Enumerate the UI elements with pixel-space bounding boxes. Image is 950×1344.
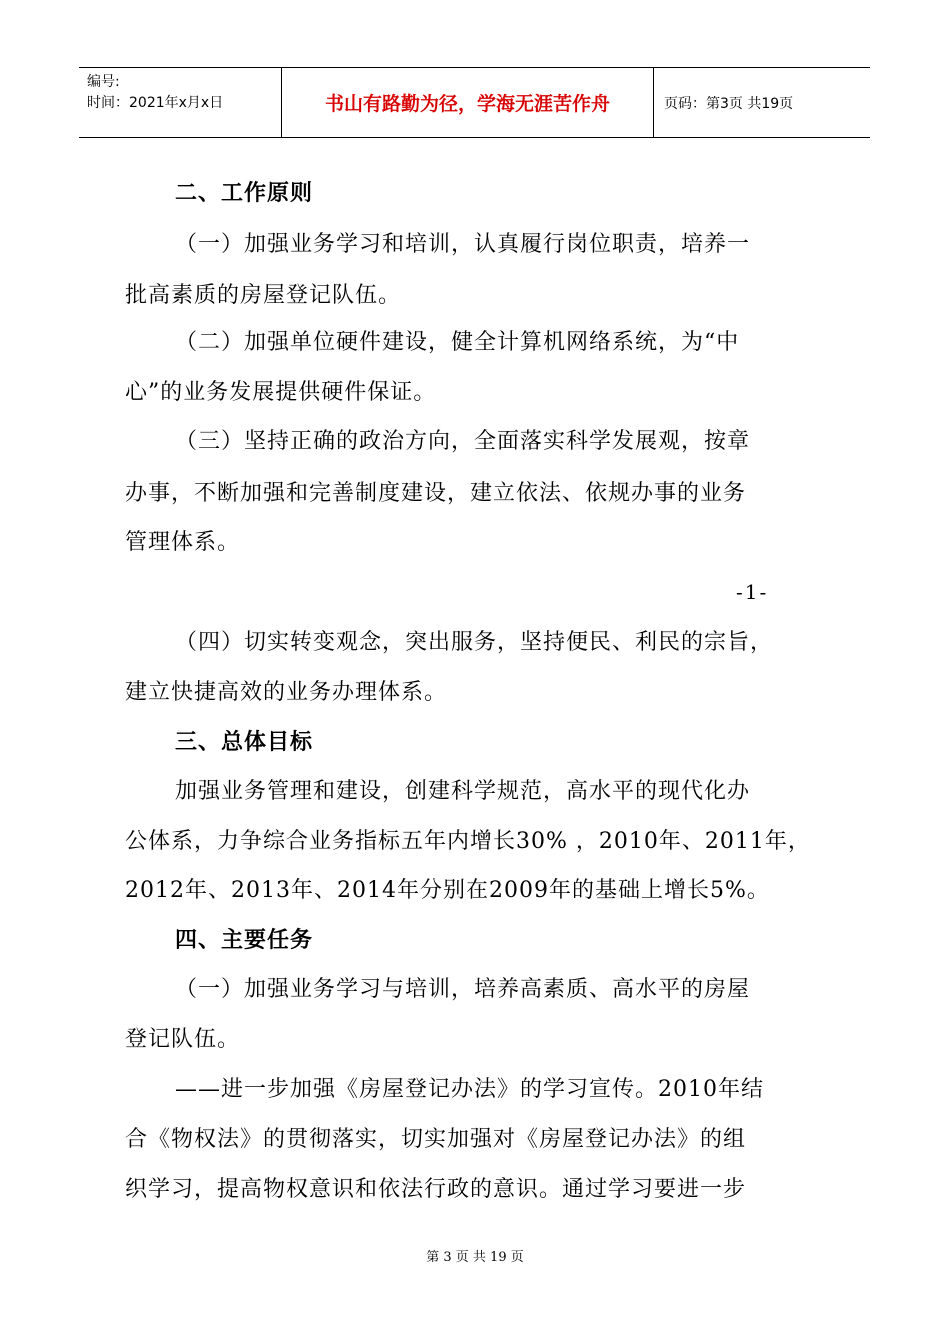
header-page-info: 页码：第3页 共19页 (664, 95, 794, 112)
section-heading-goals: 三、总体目标 (175, 729, 314, 755)
paragraph-line: 管理体系。 (125, 530, 241, 555)
paragraph-line: （三）坚持正确的政治方向，全面落实科学发展观，按章 (175, 429, 751, 454)
paragraph-line: 织学习，提高物权意识和依法行政的意识。通过学习要进一步 (125, 1177, 747, 1202)
paragraph-line: 办事，不断加强和完善制度建设，建立依法、依规办事的业务 (125, 481, 747, 506)
paragraph-line: （二）加强单位硬件建设，健全计算机网络系统，为“中 (175, 330, 740, 355)
paragraph-line: （一）加强业务学习与培训，培养高素质、高水平的房屋 (175, 977, 751, 1002)
paragraph-line: （一）加强业务学习和培训，认真履行岗位职责，培养一 (175, 232, 751, 257)
section-heading-tasks: 四、主要任务 (175, 927, 314, 953)
paragraph-line: （四）切实转变观念，突出服务，坚持便民、利民的宗旨， (175, 630, 774, 655)
document-date: 时间：2021年x月x日 (87, 95, 224, 111)
paragraph-line: 公体系，力争综合业务指标五年内增长30% ，2010年、2011年， (125, 829, 811, 854)
document-number-label: 编号: (87, 74, 120, 90)
paragraph-line: 建立快捷高效的业务办理体系。 (125, 680, 448, 705)
paragraph-line: 登记队伍。 (125, 1027, 241, 1052)
document-header (79, 67, 870, 138)
paragraph-line: 合《物权法》的贯彻落实，切实加强对《房屋登记办法》的组 (125, 1127, 747, 1152)
header-motto: 书山有路勤为径，学海无涯苦作舟 (282, 68, 654, 137)
section-heading-principles: 二、工作原则 (175, 180, 314, 206)
header-meta (79, 68, 282, 137)
paragraph-line: 2012年、2013年、2014年分别在2009年的基础上增长5%。 (125, 878, 770, 903)
paragraph-line: 批高素质的房屋登记队伍。 (125, 283, 402, 308)
paragraph-line: 加强业务管理和建设，创建科学规范，高水平的现代化办 (175, 779, 751, 804)
paragraph-line: 心”的业务发展提供硬件保证。 (125, 380, 437, 405)
page-footer: 第 3 页 共 19 页 (426, 1250, 524, 1265)
paragraph-line: ——进一步加强《房屋登记办法》的学习宣传。2010年结 (175, 1077, 764, 1102)
inline-page-number: -1- (736, 580, 769, 604)
